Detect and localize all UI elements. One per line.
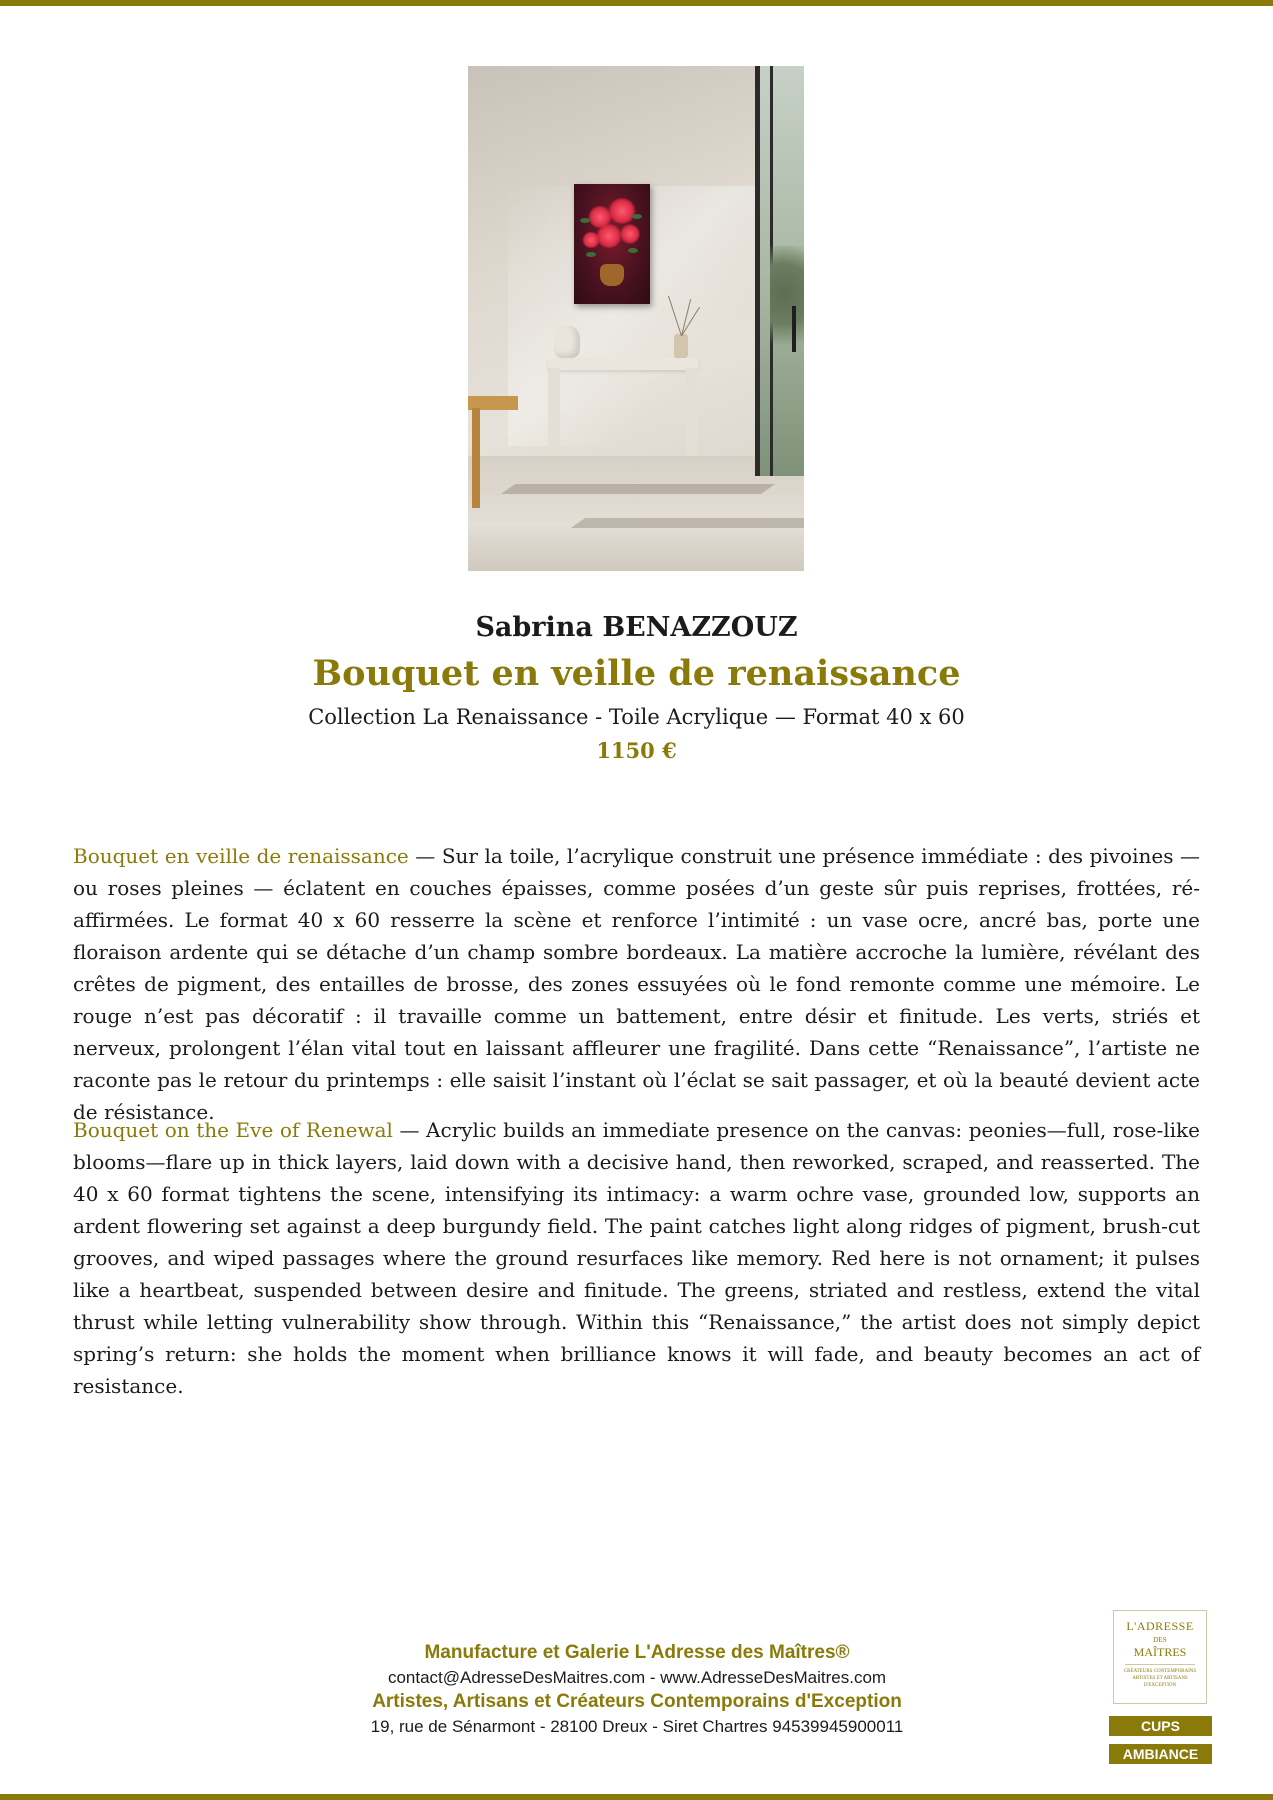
logo-line-1: L'ADRESSE	[1126, 1619, 1194, 1633]
console-leg	[686, 368, 698, 456]
gallery-logo	[1113, 1610, 1207, 1704]
logo-line-3: MAÎTRES	[1133, 1645, 1187, 1659]
description-french-text: — Sur la toile, l’acrylique construit une présence immédiate : des pivoines — ou roses pleines — éclatent en couches épaisses, comme posées d’un geste sûr puis reprises, frottées, ré-affirmées. Le format 40 x 60 resserre la scène et renforce l’intimité : un vase ocre, ancré bas, porte une floraison ardente qui se détache d’un champ sombre bordeaux. La matière accroche la lumière, révélant des crêtes de pigment, des entailles de brosse, des zones essuyées où le fond remonte comme une mémoire. Le rouge n’est pas décoratif : il travaille comme un battement, entre désir et finitude. Les verts, striés et nerveux, prolongent l’élan vital tout en laissant affleurer une fragilité. Dans cette “Renaissance”, l’artiste ne raconte pas le retour du printemps : elle saisit l’instant où l’éclat se sait passager, et où la beauté devient acte de résistance.	[73, 844, 1200, 1124]
artwork-title: Bouquet en veille de renaissance	[312, 653, 961, 694]
description-french-lead: Bouquet en veille de renaissance	[73, 844, 409, 868]
floor-shadow	[571, 518, 804, 528]
artwork-price: 1150 €	[596, 738, 677, 763]
painting-on-wall	[574, 184, 650, 304]
logo-line-4: CRÉATEURS CONTEMPORAINS ARTISTES ET ARTISANS D'EXCEPTION	[1123, 1669, 1197, 1688]
footer-address: 19, rue de Sénarmont - 28100 Dreux - Siret Chartres 94539945900011	[370, 1717, 904, 1736]
cups-badge: CUPS	[1109, 1716, 1212, 1736]
white-vase	[554, 326, 580, 358]
door-handle	[792, 306, 796, 352]
logo-line-2: DES	[1153, 1636, 1167, 1644]
console-leg	[548, 368, 560, 456]
bench-leg	[472, 408, 480, 508]
ambiance-badge: AMBIANCE	[1109, 1744, 1212, 1764]
description-english-lead: Bouquet on the Eve of Renewal	[73, 1118, 393, 1142]
logo-divider	[1125, 1664, 1195, 1665]
footer-tagline: Artistes, Artisans et Créateurs Contemporains d'Exception	[372, 1691, 902, 1712]
top-rule	[0, 0, 1273, 6]
footer	[300, 1640, 974, 1738]
window	[755, 66, 804, 476]
description-english-text: — Acrylic builds an immediate presence on the canvas: peonies—full, rose-like blooms—flare up in thick layers, laid down with a decisive hand, then reworked, scraped, and reasserted. The 40 x 60 format tightens the scene, intensifying its intimacy: a warm ochre vase, grounded low, supports an ardent flowering set against a deep burgundy field. The paint catches light along ridges of pigment, brush-cut grooves, and wiped passages where the ground resurfaces like memory. Red here is not ornament; it pulses like a heartbeat, suspended between desire and finitude. The greens, striated and restless, extend the vital thrust while letting vulnerability show through. Within this “Renaissance,” the artist does not simply depict spring’s return: she holds the moment when brilliance knows it will fade, and beauty becomes an act of resistance.	[73, 1118, 1200, 1398]
artwork-meta: Collection La Renaissance - Toile Acrylique — Format 40 x 60	[308, 705, 965, 729]
bottom-rule	[0, 1794, 1273, 1800]
footer-brand: Manufacture et Galerie L'Adresse des Maîtres®	[424, 1642, 850, 1663]
description-french	[73, 840, 1200, 1128]
footer-contact: contact@AdresseDesMaitres.com - www.AdresseDesMaitres.com	[387, 1668, 887, 1687]
console-table	[548, 358, 698, 370]
description-english	[73, 1114, 1200, 1402]
artwork-photo	[468, 66, 804, 571]
artist-name: Sabrina BENAZZOUZ	[475, 612, 798, 643]
floor-shadow	[501, 484, 775, 494]
room-floor	[468, 456, 804, 571]
tan-vase	[674, 334, 688, 358]
